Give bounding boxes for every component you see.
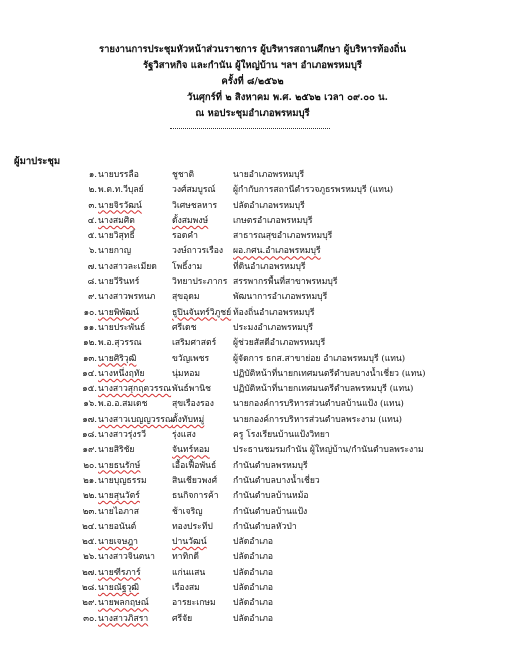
attendee-number: ๔. bbox=[87, 215, 97, 226]
attendee-number: ๒. bbox=[88, 185, 97, 196]
attendee-number: ๙. bbox=[87, 292, 97, 303]
attendee-last-name: ศรีจัย bbox=[172, 613, 193, 624]
attendee-number: ๑๘. bbox=[82, 430, 97, 441]
attendee-position: ปลัดอำเภอพรหมบุรี bbox=[233, 200, 305, 211]
attendee-number: ๒๒. bbox=[82, 491, 97, 502]
attendee-position: พัฒนาการอำเภอพรหมบุรี bbox=[233, 292, 328, 303]
attendee-number: ๒๔. bbox=[82, 521, 97, 532]
attendee-last-name: โพธิ์งาม bbox=[172, 261, 203, 272]
attendee-number: ๕. bbox=[87, 231, 97, 242]
attendee-first-name: พ.อ.สุวรรณ bbox=[98, 338, 142, 349]
attendee-last-name: เสริมศาสตร์ bbox=[172, 338, 217, 349]
attendee-last-name: สุขอุดม bbox=[172, 292, 200, 303]
attendee-row bbox=[0, 214, 505, 229]
attendee-first-name: นายศิริวุฒิ bbox=[98, 353, 137, 364]
report-subtitle: รัฐวิสาหกิจ และกำนัน ผู้ใหญ่บ้าน ฯลฯ อำเภอพรหมบุรี bbox=[143, 60, 362, 71]
attendee-first-name: นายวีรินทร์ bbox=[98, 277, 140, 288]
attendee-last-name: ชูชาติ bbox=[172, 170, 195, 180]
attendee-row bbox=[0, 321, 505, 336]
report-title: รายงานการประชุมหัวหน้าส่วนราชการ ผู้บริหารสถานศึกษา ผู้บริหารท้องถิ่น bbox=[98, 44, 406, 55]
attendee-row bbox=[0, 474, 505, 489]
attendee-first-name: พ.ต.ท.วีบุลย์ bbox=[98, 185, 144, 196]
attendee-row bbox=[0, 566, 505, 581]
attendee-last-name: รอดคำ bbox=[172, 231, 198, 242]
attendee-last-name: ดั้งสมพงษ์ bbox=[172, 215, 209, 226]
attendee-row bbox=[0, 199, 505, 214]
attendee-last-name: วงษ์ถาวรเรือง bbox=[172, 246, 224, 257]
attendee-row bbox=[0, 550, 505, 565]
attendee-row bbox=[0, 397, 505, 412]
attendee-position: สาธารณสุขอำเภอพรหมบุรี bbox=[233, 231, 333, 242]
attendee-last-name: เอื้อเฟื้อพันธ์ bbox=[172, 460, 217, 471]
attendee-first-name: นายณัฐวุฒิ bbox=[98, 583, 140, 594]
attendee-last-name: วงศ์สมบูรณ์ bbox=[172, 185, 216, 196]
dotted-separator bbox=[170, 128, 330, 129]
meeting-venue: ณ หอประชุมอำเภอพรหมบุรี bbox=[195, 108, 310, 119]
attendee-row bbox=[0, 260, 505, 275]
attendee-number: ๑๐. bbox=[83, 307, 97, 318]
attendee-position: ประธานชมรมกำนัน ผู้ใหญ่บ้าน/กำนันตำบลพระงาม bbox=[233, 445, 424, 456]
attendee-number: ๑๗. bbox=[82, 414, 97, 425]
attendee-number: ๑๒. bbox=[83, 338, 97, 349]
attendee-number: ๒๙. bbox=[82, 598, 97, 609]
attendee-position: ประมงอำเภอพรหมบุรี bbox=[233, 322, 313, 333]
attendee-number: ๒๖. bbox=[83, 552, 97, 563]
attendee-number: ๑๖. bbox=[83, 399, 97, 410]
attendee-position: นายอำเภอพรหมบุรี bbox=[233, 170, 305, 180]
attendee-row bbox=[0, 520, 505, 535]
attendee-last-name: อารยะเกษม bbox=[172, 598, 216, 609]
attendee-first-name: นางสาวสุกฤตวรรณ bbox=[98, 384, 172, 395]
attendee-row bbox=[0, 535, 505, 550]
attendee-first-name: นายอนันต์ bbox=[98, 521, 137, 532]
document-header bbox=[0, 42, 505, 122]
attendee-position: ปฏิบัติหน้าที่นายกเทศมนตรีตำบลพรหมบุรี (แทน) bbox=[233, 384, 414, 395]
attendee-position: เกษตรอำเภอพรหมบุรี bbox=[233, 215, 313, 226]
meeting-number: ครั้งที่ ๘/๒๕๖๒ bbox=[221, 76, 284, 87]
attendee-last-name: ธูปินจันทร์วิภูชย์ bbox=[172, 307, 232, 318]
attendee-row bbox=[0, 489, 505, 504]
attendee-position: สรรพากรพื้นที่สาขาพรหมบุรี bbox=[233, 277, 338, 288]
attendee-position: ครู โรงเรียนบ้านแป้งวิทยา bbox=[233, 430, 330, 441]
attendee-row bbox=[0, 336, 505, 351]
attendee-position: ปลัดอำเภอ bbox=[233, 537, 274, 548]
attendee-number: ๗. bbox=[87, 261, 97, 272]
attendee-last-name: ช้าเจริญ bbox=[172, 506, 203, 517]
attendee-number: ๖. bbox=[88, 246, 97, 257]
attendee-row bbox=[0, 244, 505, 259]
attendee-position: กำนันตำบลบางน้ำเชี่ยว bbox=[233, 475, 320, 486]
attendee-last-name: จันทร์หอม bbox=[172, 445, 210, 456]
attendee-last-name: ขวัญเพชร bbox=[172, 353, 210, 364]
attendee-first-name: นางสาวจินตนา bbox=[98, 552, 155, 563]
attendee-row bbox=[0, 505, 505, 520]
attendee-row bbox=[0, 459, 505, 474]
attendee-number: ๑๕. bbox=[82, 384, 97, 395]
attendee-position: ผู้จัดการ ธกส.สาขาย่อย อำเภอพรหมบุรี (แทน) bbox=[233, 353, 406, 364]
attendee-first-name: นางสาวเบญญวรรณ bbox=[98, 414, 173, 425]
attendee-last-name: รุ่งแสง bbox=[172, 430, 196, 441]
attendee-first-name: นายพิพัฒน์ bbox=[98, 307, 139, 318]
attendee-row bbox=[0, 428, 505, 443]
attendee-last-name: พันธ์พานิช bbox=[172, 384, 211, 395]
attendee-first-name: นางสาวรุ่งรวี bbox=[98, 430, 147, 441]
attendee-position: ปลัดอำเภอ bbox=[233, 552, 274, 563]
attendee-first-name: พ.อ.อ.สมเดช bbox=[98, 399, 148, 410]
attendee-first-name: นางสาวละเมียด bbox=[98, 261, 157, 272]
attendee-row bbox=[0, 612, 505, 627]
attendee-position: กำนันตำบลหัวป่า bbox=[233, 521, 297, 532]
attendee-number: ๑๙. bbox=[82, 445, 97, 456]
attendee-last-name: สินเชียวพงศ์ bbox=[172, 475, 218, 486]
attendee-position: ปลัดอำเภอ bbox=[233, 567, 274, 578]
attendee-row bbox=[0, 367, 505, 382]
attendee-position: กำนันตำบลบ้านแป้ง bbox=[233, 506, 308, 517]
attendee-first-name: นายเจษฎา bbox=[98, 537, 138, 548]
attendee-number: ๒๘. bbox=[81, 583, 97, 594]
attendee-row bbox=[0, 581, 505, 596]
meeting-date: วันศุกร์ที่ ๒ สิงหาคม พ.ศ. ๒๕๖๒ เวลา ๐๙.๐๐ น. bbox=[187, 92, 388, 103]
attendee-position: ผู้กำกับการสถานีตำรวจภูธรพรหมบุรี (แทน) bbox=[233, 185, 394, 196]
attendee-position: ปลัดอำเภอ bbox=[233, 598, 274, 609]
attendee-row bbox=[0, 306, 505, 321]
attendee-row bbox=[0, 290, 505, 305]
attendee-first-name: นางสมศิต bbox=[98, 215, 135, 226]
attendee-last-name: เรืองสม bbox=[172, 583, 200, 594]
attendee-row bbox=[0, 352, 505, 367]
attendee-last-name: ทาทิกดี bbox=[172, 552, 199, 563]
attendee-first-name: นางสาวพรทนภ bbox=[98, 292, 156, 303]
attendee-first-name: นางสาวภิสรา bbox=[98, 613, 149, 624]
attendee-position: ปลัดอำเภอ bbox=[233, 583, 274, 594]
attendee-last-name: สุขเรืองรอง bbox=[172, 399, 215, 410]
attendee-number: ๑. bbox=[88, 170, 97, 180]
attendee-last-name: นุ่มหอม bbox=[172, 368, 201, 379]
attendee-last-name: ทองประทีป bbox=[172, 521, 213, 532]
attendee-last-name: วิทยาประภากร bbox=[172, 277, 228, 288]
attendee-position: ที่ดินอำเภอพรหมบุรี bbox=[233, 261, 306, 272]
attendee-row bbox=[0, 382, 505, 397]
attendee-first-name: นายบุญธรรม bbox=[98, 475, 147, 486]
attendee-number: ๘. bbox=[87, 277, 97, 288]
attendee-row bbox=[0, 413, 505, 428]
attendee-first-name: นายจิรวัฒน์ bbox=[98, 200, 142, 211]
attendee-number: ๒๐. bbox=[83, 460, 97, 471]
attendee-number: ๒๓. bbox=[82, 506, 97, 517]
attendee-first-name: นายสิริชัย bbox=[98, 445, 135, 456]
attendee-first-name: นายฑีรภาร์ bbox=[98, 567, 141, 578]
attendee-position: ผอ.กศน.อำเภอพรหมบุรี bbox=[233, 246, 321, 257]
attendee-position: ท้องถิ่นอำเภอพรหมบุรี bbox=[233, 307, 315, 318]
attendee-last-name: ธนกิจการค้า bbox=[172, 491, 219, 502]
attendee-row bbox=[0, 443, 505, 458]
attendee-position: ผู้ช่วยสัสดีอำเภอพรหมบุรี bbox=[233, 338, 326, 349]
attendee-position: นายกองค์การบริหารส่วนตำบลพระงาม (แทน) bbox=[233, 414, 403, 425]
attendee-position: ปลัดอำเภอ bbox=[233, 613, 274, 624]
attendee-number: ๓. bbox=[88, 200, 97, 211]
attendee-position: กำนันตำบลบ้านหม้อ bbox=[233, 491, 309, 502]
attendee-row bbox=[0, 596, 505, 611]
attendee-number: ๓๐. bbox=[83, 613, 97, 624]
attendee-first-name: นายธนรักษ์ bbox=[98, 460, 141, 471]
attendee-number: ๒๕. bbox=[82, 537, 97, 548]
attendee-row bbox=[0, 275, 505, 290]
attendee-number: ๑๓. bbox=[82, 353, 97, 364]
attendee-position: ปฏิบัติหน้าที่นายกเทศมนตรีตำบลบางน้ำเชี่ยว (แทน) bbox=[233, 368, 426, 379]
attendee-last-name: วิเศษชลหาร bbox=[172, 200, 218, 211]
attendee-first-name: นายประพันธ์ bbox=[98, 322, 146, 333]
attendee-number: ๑๑. bbox=[83, 322, 97, 333]
attendee-number: ๑๔. bbox=[82, 368, 97, 379]
attendee-number: ๒๑. bbox=[83, 475, 97, 486]
attendee-first-name: นายบรรลือ bbox=[98, 170, 139, 180]
attendee-first-name: นายวิสุทธิ์ bbox=[98, 231, 135, 242]
attendee-last-name: ปานวัฒน์ bbox=[172, 537, 207, 548]
attendee-row bbox=[0, 168, 505, 183]
attendee-last-name: ศรีเดช bbox=[172, 322, 197, 333]
attendee-row bbox=[0, 229, 505, 244]
attendee-first-name: นายไอภาส bbox=[98, 506, 139, 517]
section-title-attendees: ผู้มาประชุม bbox=[14, 156, 61, 167]
attendee-list bbox=[0, 168, 505, 627]
attendee-first-name: นายสุนวัตร์ bbox=[98, 491, 140, 502]
attendee-first-name: นางหนึ่งฤทัย bbox=[98, 368, 145, 379]
attendee-last-name: แก่นแสน bbox=[172, 567, 206, 578]
attendee-number: ๒๗. bbox=[82, 567, 97, 578]
attendee-first-name: นายกาญ bbox=[98, 246, 132, 257]
attendee-last-name: ตั้งทับหมู่ bbox=[172, 414, 205, 425]
attendee-position: กำนันตำบลพรหมบุรี bbox=[233, 460, 308, 471]
attendee-position: นายกองค์การบริหารส่วนตำบลบ้านแป้ง (แทน) bbox=[233, 399, 404, 410]
attendee-row bbox=[0, 183, 505, 198]
attendee-first-name: นายพลกฤษณ์ bbox=[98, 598, 149, 609]
